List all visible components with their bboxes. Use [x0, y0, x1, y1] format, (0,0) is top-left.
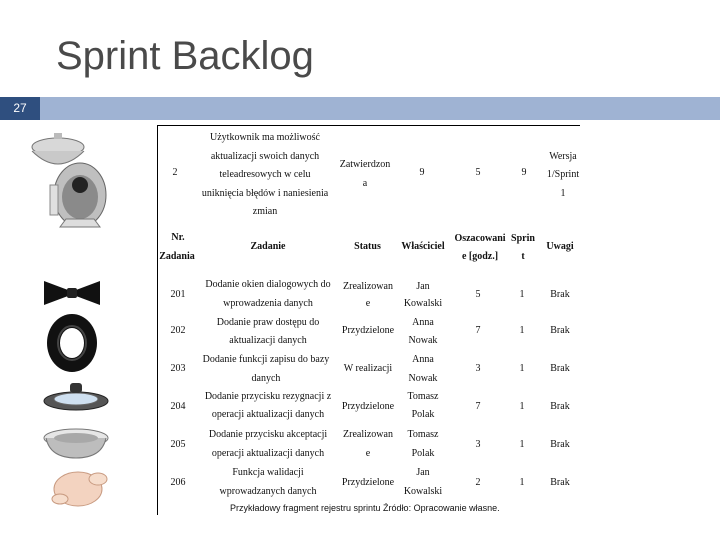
task-name: danych	[251, 373, 281, 384]
story-value: 5	[475, 167, 481, 178]
task-owner: Anna	[412, 354, 434, 365]
task-owner: Jan	[416, 281, 430, 292]
task-nr: 204	[170, 401, 186, 412]
source-caption: Przykładowy fragment rejestru sprintu Źródło: Opracowanie własne.	[230, 503, 500, 513]
task-status: Przydzielone	[341, 401, 395, 412]
task-nr: 202	[170, 325, 186, 336]
table-left-border	[157, 125, 158, 515]
task-sprint: 1	[519, 363, 525, 374]
task-notes: Brak	[550, 289, 570, 300]
task-name: operacji aktualizacji danych	[211, 409, 325, 420]
story-description-line: aktualizacji swoich danych	[210, 151, 320, 162]
task-estimate: 5	[475, 289, 481, 300]
header-estimate: e [godz.]	[461, 251, 499, 262]
story-description-line: Użytkownik ma możliwość	[210, 132, 320, 143]
task-estimate: 7	[475, 401, 481, 412]
robot-waiter-icon	[20, 125, 120, 235]
task-owner: Jan	[416, 467, 430, 478]
header-notes: Uwagi	[546, 241, 574, 252]
task-nr: 201	[170, 289, 186, 300]
pot-lid-icon	[40, 377, 112, 417]
task-name: Dodanie funkcji zapisu do bazy	[202, 354, 330, 365]
task-owner: Tomasz	[407, 429, 439, 440]
task-notes: Brak	[550, 439, 570, 450]
header-status: Status	[354, 241, 381, 252]
task-name: Dodanie przycisku rezygnacji z	[204, 391, 332, 402]
task-status: Przydzielone	[341, 325, 395, 336]
task-nr: 206	[170, 477, 186, 488]
task-name: wprowadzanych danych	[219, 486, 317, 497]
task-name: operacji aktualizacji danych	[211, 448, 325, 459]
task-nr: 205	[170, 439, 186, 450]
task-status: Zrealizowan	[343, 281, 393, 292]
task-owner: Polak	[411, 409, 435, 420]
task-owner: Nowak	[408, 373, 438, 384]
story-status: Zatwierdzon	[339, 159, 391, 170]
task-name: Dodanie przycisku akceptacji	[208, 429, 328, 440]
slide-number: 27	[0, 97, 40, 120]
bow-tie-icon	[42, 278, 102, 308]
story-description-line: teleadresowych w celu	[219, 169, 311, 180]
task-name: wprowadzenia danych	[223, 298, 313, 309]
task-owner: Kowalski	[403, 298, 443, 309]
header-band	[0, 97, 720, 120]
steel-bowl-icon	[40, 422, 112, 462]
task-estimate: 3	[475, 439, 481, 450]
story-id: 2	[172, 167, 178, 178]
header-nr: Zadania	[159, 251, 195, 262]
task-name: Dodanie okien dialogowych do	[205, 279, 331, 290]
task-owner: Polak	[411, 448, 435, 459]
task-status: Zrealizowan	[343, 429, 393, 440]
task-sprint: 1	[519, 325, 525, 336]
task-status: e	[365, 298, 371, 309]
task-status: Przydzielone	[341, 477, 395, 488]
task-owner: Tomasz	[407, 391, 439, 402]
task-sprint: 1	[519, 439, 525, 450]
header-nr: Nr.	[171, 232, 185, 243]
task-notes: Brak	[550, 401, 570, 412]
tire-icon	[45, 312, 100, 374]
story-version: 1/Sprint	[546, 169, 580, 180]
task-notes: Brak	[550, 325, 570, 336]
task-estimate: 3	[475, 363, 481, 374]
story-description-line: zmian	[252, 206, 278, 217]
slide-title: Sprint Backlog	[56, 34, 314, 78]
table-top-border	[157, 125, 580, 126]
story-value: 9	[521, 167, 527, 178]
task-owner: Kowalski	[403, 486, 443, 497]
header-owner: Właściciel	[401, 241, 445, 252]
task-estimate: 7	[475, 325, 481, 336]
task-name: Funkcja walidacji	[232, 467, 304, 478]
story-status: a	[362, 178, 368, 189]
task-sprint: 1	[519, 477, 525, 488]
task-status: W realizacji	[343, 363, 393, 374]
header-estimate: Oszacowani	[454, 233, 506, 244]
header-sprint: Sprin	[511, 233, 535, 244]
task-name: aktualizacji danych	[229, 335, 307, 346]
task-notes: Brak	[550, 363, 570, 374]
task-owner: Nowak	[408, 335, 438, 346]
task-nr: 203	[170, 363, 186, 374]
task-sprint: 1	[519, 289, 525, 300]
task-owner: Anna	[412, 317, 434, 328]
task-status: e	[365, 448, 371, 459]
story-value: 9	[419, 167, 425, 178]
header-sprint: t	[521, 251, 525, 262]
task-notes: Brak	[550, 477, 570, 488]
header-task: Zadanie	[250, 241, 286, 252]
task-estimate: 2	[475, 477, 481, 488]
task-name: Dodanie praw dostępu do	[216, 317, 320, 328]
story-version: Wersja	[549, 151, 577, 162]
raw-chicken-icon	[48, 463, 110, 511]
task-sprint: 1	[519, 401, 525, 412]
story-version: 1	[560, 188, 566, 199]
story-description-line: uniknięcia błędów i naniesienia	[201, 188, 329, 199]
